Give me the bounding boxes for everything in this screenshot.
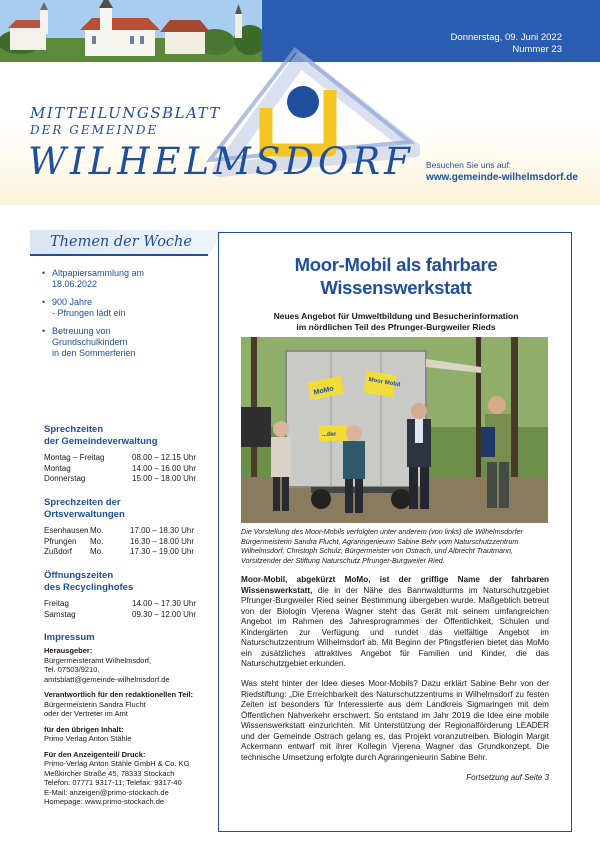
masthead-line-1: MITTEILUNGSBLATT: [30, 104, 221, 122]
article-lead-rest: die in der Nähe des Bannwaldturms im Naturschutzgebiet Pfrunger-Burgweiler Ried seiner Bestimmung übergeben wurde. Maßgeblich betreut von der Biologin Vjerena Wagner steht das Gerät mit seinem umfangreichen Angebot im Rahmen des Jahresprogrammes der Öffentlichkeit, Schulen und Kindergärten zur Verfügung und rundet das vielfältige Angebot im Naturschutzzentrum Wilhelmsdorf ab. Mit Beginn der Pfingstferien bietet das MoMo ein zusätzliches attraktives Angebot für Familien und Kinder, die das Naturschutzgebiet erkunden.: [241, 585, 549, 668]
moor-mobil-photo-illustration: [241, 337, 548, 523]
impressum-herausgeber: Herausgeber: Bürgermeisteramt Wilhelmsdorf, Tel. 07503/9210, amtsblatt@gemeinde-wilhelmsdorf.de: [44, 646, 170, 684]
hours-row: Samstag 09.30 – 12.00 Uhr: [44, 609, 197, 619]
issue-date: Donnerstag, 09. Juni 2022: [450, 32, 562, 43]
svg-text:...der: ...der: [322, 432, 337, 438]
article-paragraph-2: Was steht hinter der Idee dieses Moor-Mobils? Dazu erklärt Sabine Behr von der Riedstiftung: „Die Erreichbarkeit des Naturschutzzentrums in Wilhelmsdorf zu festen Zeiten ist besonders für Interessierte aus dem Landkreis Sigmaringen mit dem Öffentlichen Nahverkehr erschwert. So entstand im Jahr 2019 die Idee eine mobile Wissenswerkstatt einzurichten. Mit Unterstützung der Regionalförderung LEADER und der Gemeinde Ostrach gelang es, das Projekt voranzutreiben. Biologin Margit Ackermann entwarf mit ihrer Kollegin Vjerena Wagner das Grundkonzept. Die technische Umsetzung erfolgte durch Agraringenieurin Sabine Behr.: [241, 679, 549, 762]
orts-hours-table: [44, 526, 204, 558]
topic-item[interactable]: • Betreuung von Grundschulkindern in den Sommerferien: [42, 326, 208, 359]
photo-caption: Die Vorstellung des Moor-Mobils verfolgten unter anderem (von links) die Wilhelmsdorfer Bürgermeisterin Sandra Flucht, Agraringenieurin Sabine Behr vom Naturschutzzentrum Wilhelmsdorf, Christoph Schulz, Bürgermeister von Ostrach, und Albrecht Trautmann, Vorsitzender der Stiftung Naturschutz Pfrunger-Burgweiler Ried.: [241, 527, 523, 565]
recycling-hours-section: [44, 570, 204, 620]
hours-row: Montag 14.00 – 16.00 Uhr: [44, 463, 197, 473]
recycling-hours-table: [44, 599, 204, 620]
hours-row: Donnerstag 15.00 – 18.00 Uhr: [44, 474, 197, 483]
gemeinde-hours-section: [44, 424, 204, 485]
svg-text:MoMo: MoMo: [313, 385, 335, 397]
lead-article: [218, 232, 572, 832]
themen-header: [30, 230, 208, 256]
impressum-section: [44, 632, 212, 807]
gemeinde-hours-table: [44, 453, 204, 485]
hours-row: Montag – Freitag 08.00 – 12.15 Uhr: [44, 453, 197, 462]
article-title: Moor-Mobil als fahrbare Wissenswerkstatt: [294, 254, 498, 298]
article-lead: Moor-Mobil, abgekürzt MoMo, ist der griffige Name der fahrbaren Wissenswerkstatt,: [241, 575, 549, 595]
article-photo: [241, 337, 548, 523]
masthead-town-name: WILHELMSDORF: [28, 140, 414, 183]
topics-list: [42, 268, 208, 359]
sidebar-topics: [30, 230, 208, 366]
masthead-header: [0, 0, 600, 205]
hours-row: Freitag 14.00 – 17.30 Uhr: [44, 599, 197, 608]
website-link[interactable]: www.gemeinde-wilhelmsdorf.de: [426, 172, 578, 183]
hours-row: Zußdorf Mo. 17.30 – 19.00 Uhr: [44, 547, 195, 556]
issue-number: Nummer 23: [512, 44, 562, 55]
impressum-verantwortlich: Verantwortlich für den redaktionellen Teil: Bürgermeisterin Sandra Flucht oder der Vertreter im Amt: [44, 690, 194, 718]
masthead-line-2: DER GEMEINDE: [30, 123, 159, 137]
svg-text:Moor Mobil: Moor Mobil: [368, 376, 401, 389]
article-subtitle: Neues Angebot für Umweltbildung und Besucherinformation im nördlichen Teil des Pfrunger-Burgweiler Rieds: [273, 311, 519, 332]
gemeinde-hours-title: Sprechzeiten der Gemeindeverwaltung: [44, 424, 158, 447]
impressum-title: Impressum: [44, 632, 95, 643]
themen-title: Themen der Woche: [50, 234, 192, 250]
hours-row: Esenhausen Mo. 17.00 – 18.30 Uhr: [44, 526, 195, 535]
topic-item[interactable]: • 900 Jahre - Pfrungen lädt ein: [42, 297, 208, 319]
topic-item[interactable]: • Altpapiersammlung am 18.06.2022: [42, 268, 208, 290]
article-paragraph-1: [241, 575, 549, 670]
impressum-anzeigen: Für den Anzeigenteil/ Druck: Primo-Verlag Anton Stähle GmbH & Co. KG Meßkircher Straße 45, 78333 Stockach Telefon: 07771 9317-11; Telefax: 9317-40 E-Mail: anzeigen@primo-stockach.de Homepage: www.primo-stockach.de: [44, 749, 190, 806]
impressum-uebrigen: für den übrigen Inhalt: Primo Verlag Anton Stähle: [44, 724, 132, 743]
der-sign: [319, 425, 347, 441]
website-label: Besuchen Sie uns auf:: [426, 160, 512, 170]
continued-link[interactable]: Fortsetzung auf Seite 3: [466, 773, 549, 782]
orts-hours-section: [44, 497, 204, 558]
hours-row: Pfrungen Mo. 16.30 – 18.00 Uhr: [44, 536, 195, 546]
orts-hours-title: Sprechzeiten der Ortsverwaltungen: [44, 497, 125, 520]
issue-info: [451, 32, 562, 56]
recycling-hours-title: Öffnungszeiten des Recyclinghofes: [44, 570, 134, 593]
